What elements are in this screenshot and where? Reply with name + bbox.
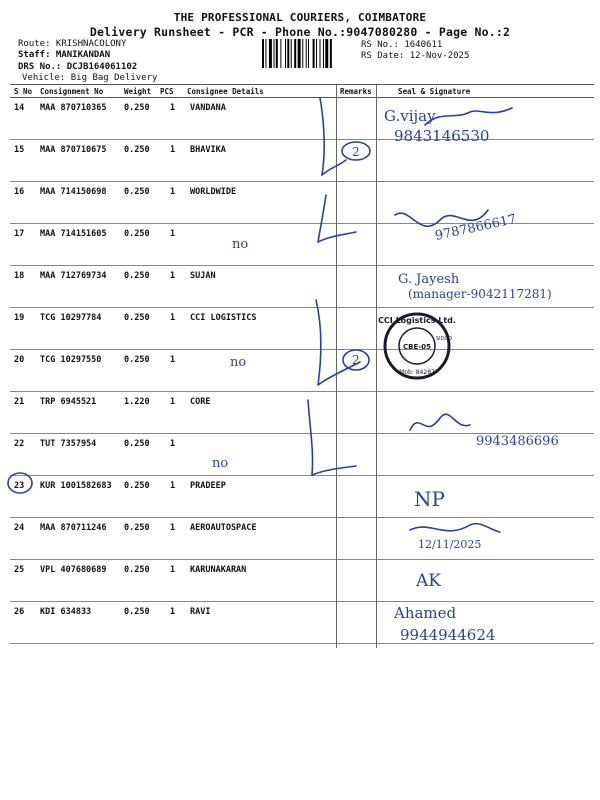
note-no-3: no xyxy=(212,456,229,471)
row-pcs: 1 xyxy=(170,481,176,491)
barcode-bar xyxy=(298,39,301,68)
barcode-bar xyxy=(294,39,296,68)
row-consignment: MAA 870710675 xyxy=(40,145,107,155)
row-divider xyxy=(10,559,594,560)
row-weight: 0.250 xyxy=(124,103,150,113)
row-consignee: PRADEEP xyxy=(190,481,226,491)
company-stamp xyxy=(378,314,456,378)
drs-label: DRS No.: DCJB164061102 xyxy=(18,62,138,72)
table-header-rule xyxy=(10,97,594,98)
pen-line-4 xyxy=(308,400,313,475)
remarks-divider-left xyxy=(336,84,337,648)
company-title: THE PROFESSIONAL COURIERS, COIMBATORE xyxy=(173,11,427,24)
sig-26-name: Ahamed xyxy=(394,604,457,622)
row-divider xyxy=(10,265,594,266)
pen-line-3 xyxy=(316,300,321,385)
pen-line-2 xyxy=(318,195,326,242)
row-sno: 23 xyxy=(14,481,25,491)
barcode-bar xyxy=(274,39,275,68)
row-divider xyxy=(10,223,594,224)
col-header-weight: Weight xyxy=(124,87,152,96)
row-consignment: KDI 634833 xyxy=(40,607,92,617)
barcode-bar xyxy=(306,39,307,68)
sig-24-date: 12/11/2025 xyxy=(418,538,482,551)
row-divider xyxy=(10,517,594,518)
col-header-pcs: PCS xyxy=(160,87,174,96)
pen-line-3b xyxy=(318,362,360,385)
stamp-bottom-text: Mob: 84287 xyxy=(399,369,435,376)
row-consignee: SUJAN xyxy=(190,271,216,281)
row-consignment: TCG 10297784 xyxy=(40,313,102,323)
row-weight: 0.250 xyxy=(124,565,150,575)
table-top-rule xyxy=(10,84,594,85)
row-pcs: 1 xyxy=(170,313,176,323)
barcode-bar xyxy=(313,39,315,68)
row-weight: 1.220 xyxy=(124,397,150,407)
row-consignee: CCI LOGISTICS xyxy=(190,313,257,323)
remark-circle-1 xyxy=(342,142,370,160)
sig-21-phone: 9943486696 xyxy=(476,434,559,449)
row-weight: 0.250 xyxy=(124,481,150,491)
row-consignment: TRP 6945521 xyxy=(40,397,97,407)
row-consignee: VANDANA xyxy=(190,103,226,113)
row-weight: 0.250 xyxy=(124,145,150,155)
staff-label: Staff: MANIKANDAN xyxy=(18,50,111,60)
barcode-bar xyxy=(302,39,303,68)
row-weight: 0.250 xyxy=(124,439,150,449)
sig-24-scribble xyxy=(410,524,500,532)
row-consignment: TUT 7357954 xyxy=(40,439,97,449)
row-pcs: 1 xyxy=(170,565,176,575)
rs-number: RS No.: 1640611 xyxy=(361,40,443,50)
remark-circle-2 xyxy=(343,350,369,370)
row-consignment: MAA 870710365 xyxy=(40,103,107,113)
row-sno: 19 xyxy=(14,313,25,323)
row-weight: 0.250 xyxy=(124,355,150,365)
row-weight: 0.250 xyxy=(124,271,150,281)
row-consignment: KUR 1001582683 xyxy=(40,481,112,491)
row-divider xyxy=(10,433,594,434)
sig-21-scribble xyxy=(410,414,470,430)
row-consignee: WORLDWIDE xyxy=(190,187,237,197)
barcode-bar xyxy=(287,39,289,68)
sig-14-name: G.vijay xyxy=(384,107,436,125)
row-consignment: VPL 407680689 xyxy=(40,565,107,575)
row-divider xyxy=(10,181,594,182)
pen-line-1b xyxy=(322,160,346,175)
row-consignee: RAVI xyxy=(190,607,211,617)
row-pcs: 1 xyxy=(170,229,176,239)
sig-23: NP xyxy=(414,487,445,511)
row-consignment: MAA 714150698 xyxy=(40,187,107,197)
row-divider xyxy=(10,349,594,350)
remark-mark-1: 2 xyxy=(352,145,360,159)
row-weight: 0.250 xyxy=(124,229,150,239)
barcode-bar xyxy=(320,39,321,68)
row-sno: 24 xyxy=(14,523,25,533)
rs-date: RS Date: 12-Nov-2025 xyxy=(361,51,470,61)
row-sno: 22 xyxy=(14,439,25,449)
pen-line-4b xyxy=(312,466,356,475)
row-sno: 18 xyxy=(14,271,25,281)
sig-18-name: G. Jayesh xyxy=(398,272,460,287)
barcode-image xyxy=(262,39,354,68)
col-header-sno: S No xyxy=(14,87,33,96)
row-divider xyxy=(10,643,594,644)
sig-14-scribble xyxy=(425,108,512,125)
sig-17-phone: 9787866617 xyxy=(433,212,518,244)
barcode-bar xyxy=(262,39,264,68)
remark-mark-2: 2 xyxy=(352,353,360,367)
row-weight: 0.250 xyxy=(124,313,150,323)
pen-line-2b xyxy=(318,232,356,242)
row-sno: 25 xyxy=(14,565,25,575)
row-consignee: KARUNAKARAN xyxy=(190,565,247,575)
row-sno: 16 xyxy=(14,187,25,197)
barcode-bar xyxy=(285,39,286,68)
barcode-bar xyxy=(265,39,266,68)
row-consignment: MAA 870711246 xyxy=(40,523,107,533)
remarks-divider-right xyxy=(376,84,377,648)
sig-25: AK xyxy=(416,571,441,591)
row-pcs: 1 xyxy=(170,607,176,617)
barcode-bar xyxy=(316,39,317,68)
barcode-bar xyxy=(291,39,292,68)
barcode-bar xyxy=(276,39,278,68)
sig-26-phone: 9944944624 xyxy=(400,626,496,644)
row-pcs: 1 xyxy=(170,103,176,113)
row-consignment: MAA 714151605 xyxy=(40,229,107,239)
note-no-1: no xyxy=(232,237,249,252)
row-pcs: 1 xyxy=(170,523,176,533)
row-divider xyxy=(10,391,594,392)
vehicle-label: Vehicle: Big Bag Delivery xyxy=(22,73,158,83)
barcode-bar xyxy=(280,39,281,68)
row-divider xyxy=(10,601,594,602)
note-no-2: no xyxy=(230,355,247,370)
row-sno: 17 xyxy=(14,229,25,239)
row-pcs: 1 xyxy=(170,355,176,365)
runsheet-subtitle: Delivery Runsheet - PCR - Phone No.:9047080280 - Page No.:2 xyxy=(89,25,511,39)
row-weight: 0.250 xyxy=(124,607,150,617)
row-weight: 0.250 xyxy=(124,523,150,533)
row-pcs: 1 xyxy=(170,271,176,281)
barcode-bar xyxy=(330,39,332,68)
sig-18-note: (manager-9042117281) xyxy=(408,287,552,301)
barcode-bar xyxy=(269,39,272,68)
row-consignee: BHAVIKA xyxy=(190,145,226,155)
stamp-top-text: CCI Logistics Ltd. xyxy=(378,316,456,325)
row-consignee: AEROAUTOSPACE xyxy=(190,523,257,533)
row-sno: 20 xyxy=(14,355,25,365)
pen-line-1 xyxy=(320,98,324,175)
row-consignee: CORE xyxy=(190,397,211,407)
stamp-center-text: CBE-05 xyxy=(403,343,431,351)
route-label: Route: KRISHNACOLONY xyxy=(18,39,127,49)
row-divider xyxy=(10,475,594,476)
barcode-bar xyxy=(308,39,309,68)
stamp-side-text: SIDCO xyxy=(436,336,452,342)
row-sno: 15 xyxy=(14,145,25,155)
row-sno: 26 xyxy=(14,607,25,617)
row-divider xyxy=(10,307,594,308)
row-divider xyxy=(10,139,594,140)
row-pcs: 1 xyxy=(170,397,176,407)
row-sno: 21 xyxy=(14,397,25,407)
sig-14-phone: 9843146530 xyxy=(394,127,490,145)
col-header-remarks: Remarks xyxy=(340,87,372,96)
row-sno: 14 xyxy=(14,103,25,113)
barcode-bar xyxy=(325,39,328,68)
barcode-bar xyxy=(323,39,324,68)
row-pcs: 1 xyxy=(170,145,176,155)
row-consignment: TCG 10297550 xyxy=(40,355,102,365)
col-header-consignee: Consignee Details xyxy=(187,87,264,96)
col-header-consignment: Consignment No xyxy=(40,87,104,96)
row-consignment: MAA 712769734 xyxy=(40,271,107,281)
row-pcs: 1 xyxy=(170,187,176,197)
row-weight: 0.250 xyxy=(124,187,150,197)
col-header-seal: Seal & Signature xyxy=(398,87,471,96)
row-pcs: 1 xyxy=(170,439,176,449)
